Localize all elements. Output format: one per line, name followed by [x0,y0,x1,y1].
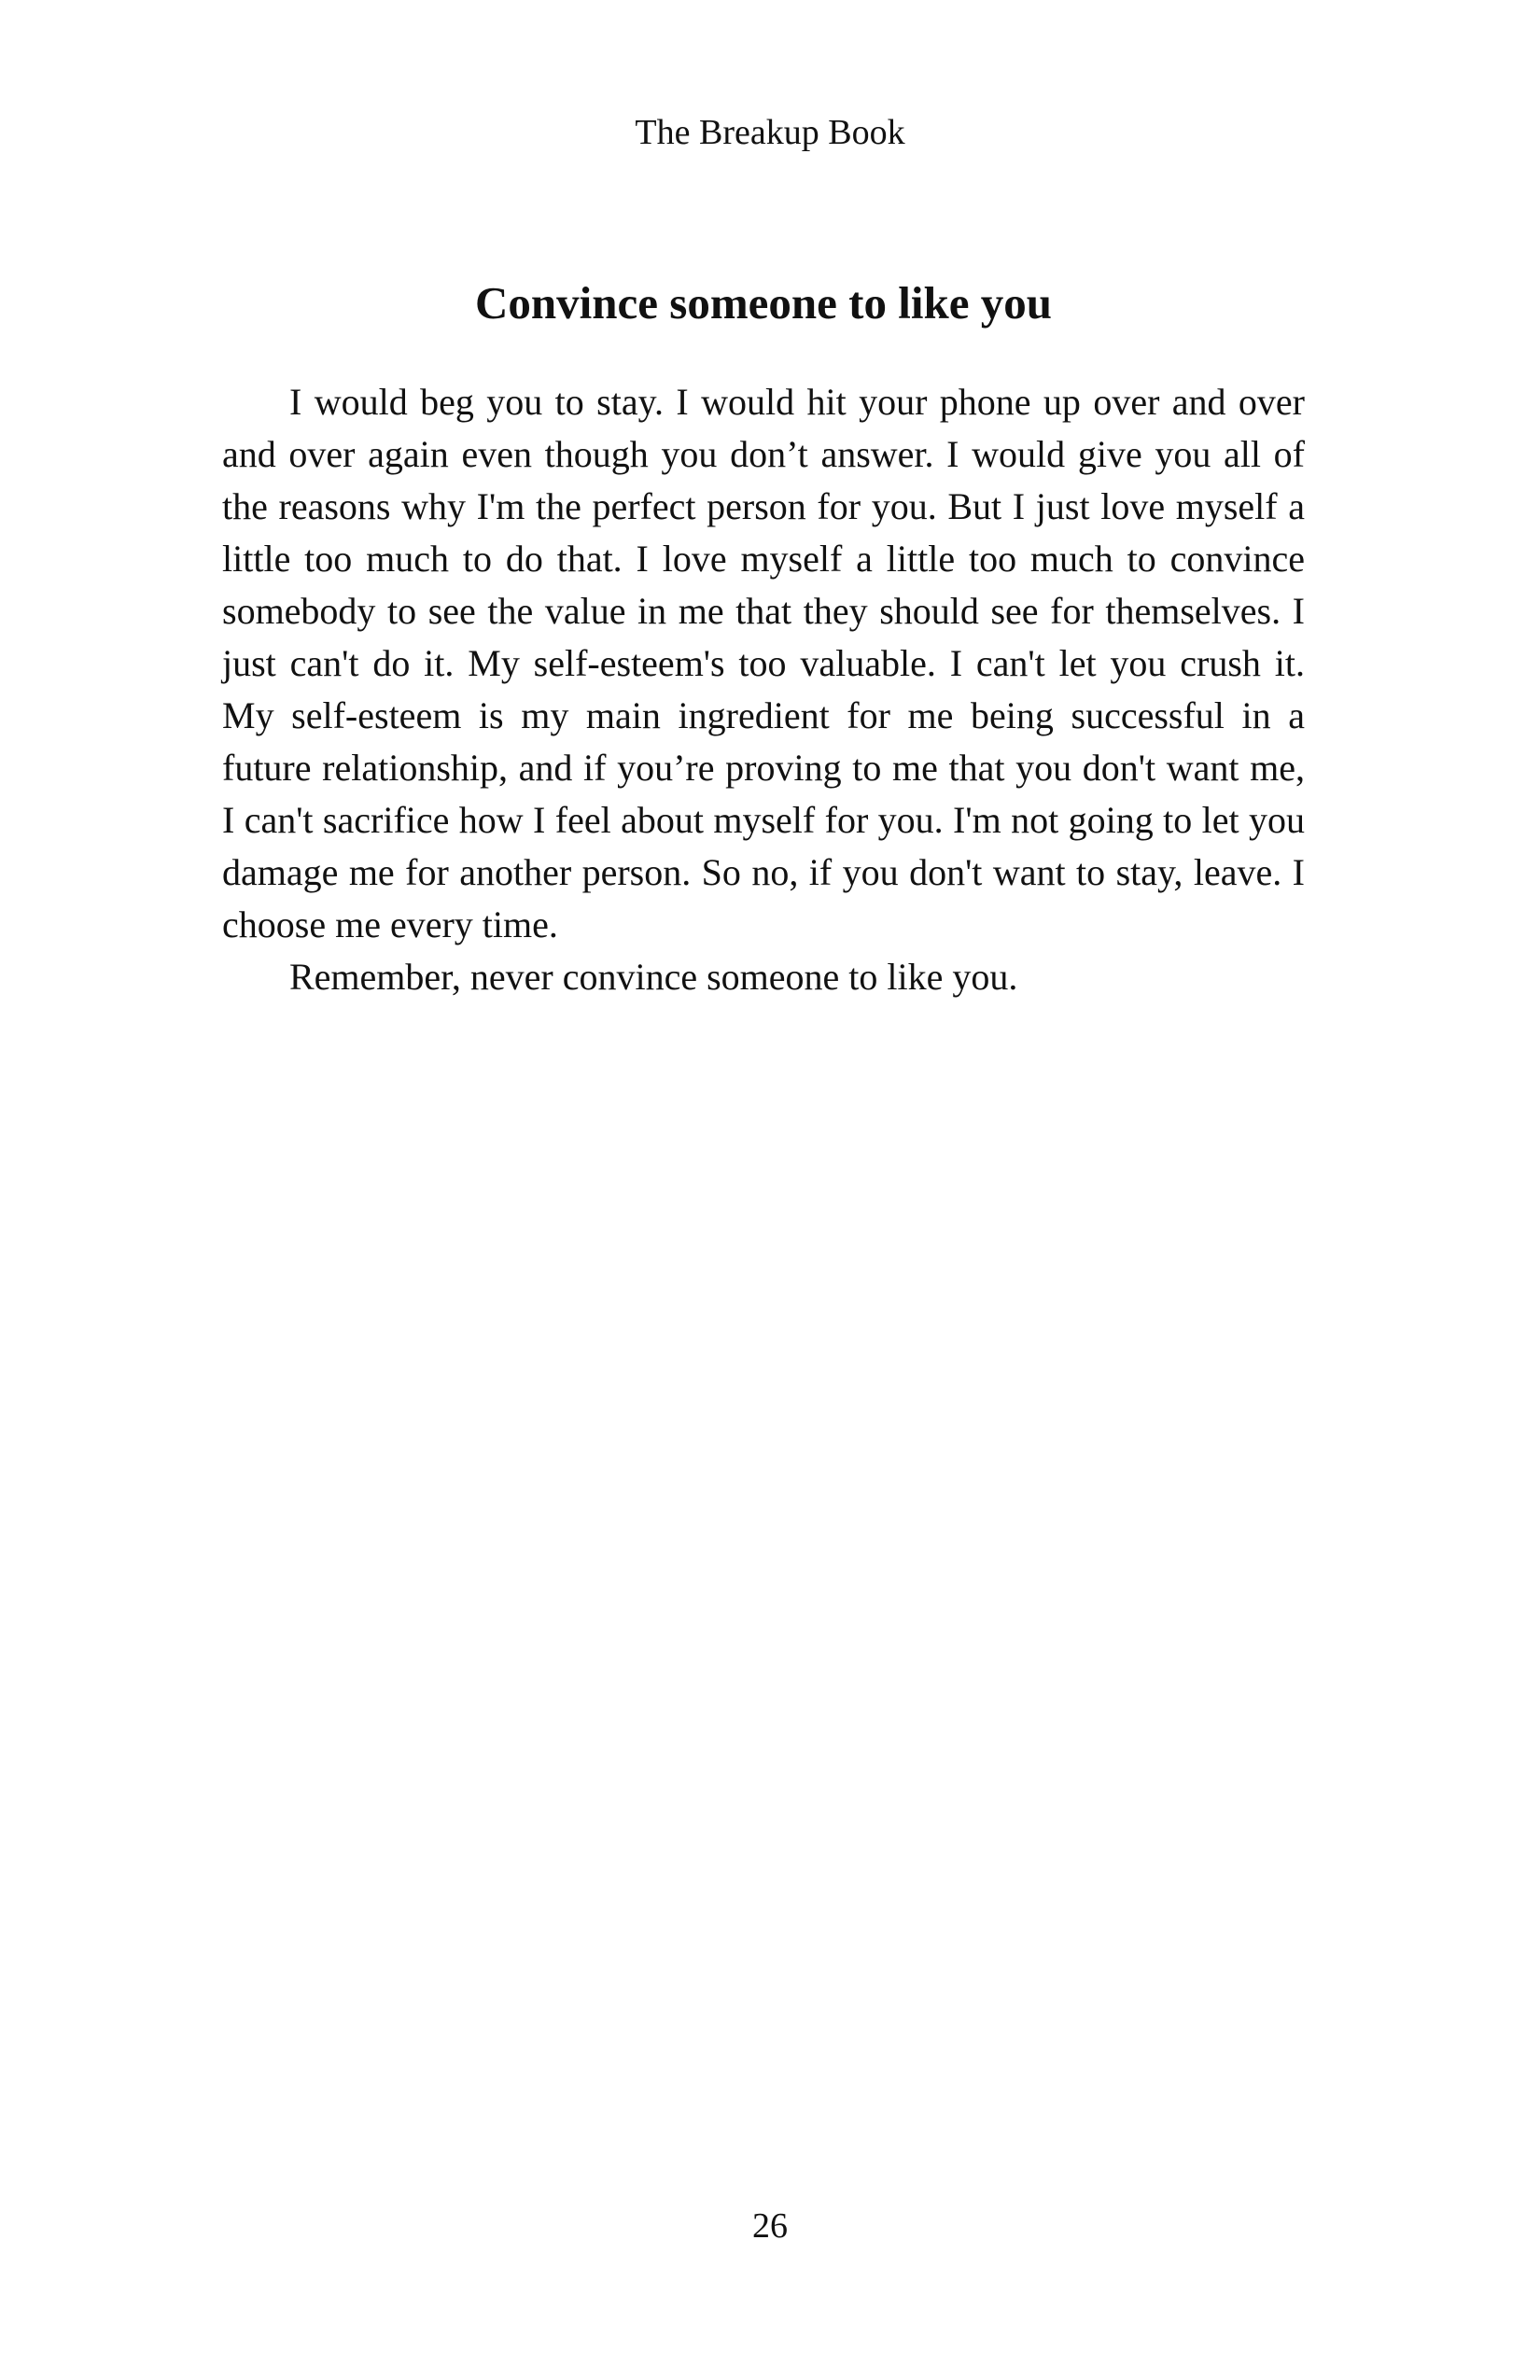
running-header: The Breakup Book [635,113,905,152]
chapter-body [222,376,1305,1003]
body-paragraph: Remember, never convince someone to like you. [289,956,1018,998]
chapter-title: Convince someone to like you [475,277,1052,329]
page-number: 26 [752,2206,788,2246]
body-paragraph: I would beg you to stay. I would hit your phone up over and over and over again even though you don’t answer. I would give you all of the reasons why I'm the perfect person for you. But I just love myself a little too much to do that. I love myself a little too much to convince somebody to see the value in me that they should see for themselves. I just can't do it. My self-esteem's too valuable. I can't let you crush it. My self-esteem is my main ingredient for me being successful in a future relationship, and if you’re proving to me that you don't want me, I can't sacrifice how I feel about myself for you. I'm not going to let you damage me for another person. So no, if you don't want to stay, leave. I choose me every time. [222,381,1305,945]
